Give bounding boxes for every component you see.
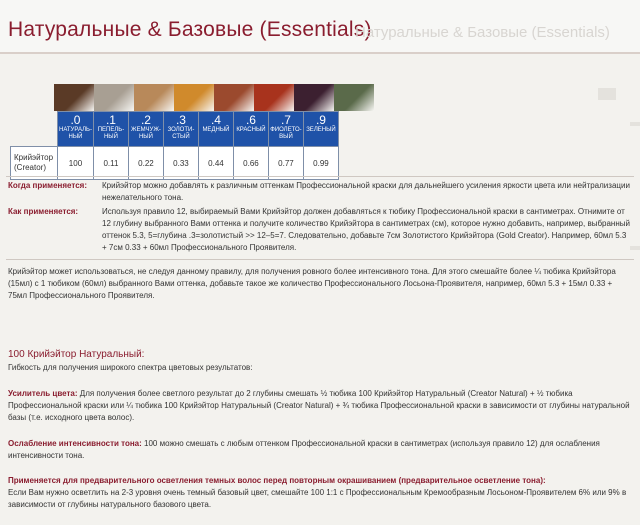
column-header: .4 МЕДНЫЙ — [198, 112, 233, 147]
table-cell: 0.11 — [93, 147, 128, 180]
color-swatch — [54, 84, 94, 111]
creator-shade-table — [10, 111, 339, 180]
divider — [6, 259, 634, 260]
table-cell: 0.99 — [303, 147, 338, 180]
table-row — [11, 147, 339, 180]
when-label: Когда применяется: — [8, 181, 87, 190]
weaken-paragraph — [8, 438, 632, 462]
page-title: Натуральные & Базовые (Essentials) — [8, 18, 372, 41]
how-applied — [8, 206, 634, 254]
table-cell: 0.77 — [268, 147, 303, 180]
weaken-text: 100 можно смешать с любым оттенком Профессиональной краски в сантиметрах (используя правило 12) для ослабления интенсивности тона. — [8, 439, 600, 460]
how-text: Используя правило 12, выбираемый Вами Крийэйтор должен добавляться к тюбику Профессиональной краски в сантиметрах. Отнимите от 12 глубину выбранного Вами оттенка и получите количество Крийэйтора в сантиметрах (см), которое нужно добавить, например, выбранный оттенок 5.3, 5=глубина .3=золотистый >> 12–5=7. Следовательно, добавьте 7см Золотистого Крийэйтора (Gold Creator). Например, 60мл 5.3 + 7см 0.33 + 60мл Профессионального Проявителя. — [102, 207, 630, 252]
table-cell: 0.33 — [163, 147, 198, 180]
color-swatch — [294, 84, 334, 111]
page-header — [0, 0, 640, 54]
color-swatch — [174, 84, 214, 111]
table-cell: 0.44 — [198, 147, 233, 180]
bleed-through-text: Натуральные & Базовые (Essentials) — [355, 24, 610, 41]
booster-paragraph — [8, 388, 632, 424]
when-text: Крийэйтор можно добавлять к различным оттенкам Профессиональной краски для дальнейшего усиления яркости цвета или нейтрализации нежелательного тона. — [102, 181, 630, 202]
booster-text: Для получения более светлого результат до 2 глубины смешать ½ тюбика 100 Крийэйтор Натуральный (Creator Natural) + ½ тюбика Профессиональной краски или ¼ тюбика 100 Крийэйтор Натуральный (Creator Natural) + ¾ тюбика Профессиональной краски в зависимости от глубины натуральной базы (т.е. исходного цвета волос). — [8, 389, 630, 422]
free-use-paragraph: Крийэйтор может использоваться, не следуя данному правилу, для получения ровного более интенсивного тона. Для этого смешайте более ¼ тюбика Крийэйтора (15мл) с 1 тюбиком (60мл) выбранного Вами оттенка, добавьте такое же количество Профессионального Лосьона-Проявителя, например, 60мл 5.3 + 15мл 0.33 + 75мл Профессионального Проявителя. — [8, 267, 616, 300]
bleed-through-mark — [630, 122, 640, 126]
column-header: .1 ПЕПЕЛЬ- НЫЙ — [93, 112, 128, 147]
row-label: Крийэйтор (Creator) — [11, 147, 58, 180]
color-swatch — [334, 84, 374, 111]
color-swatch — [214, 84, 254, 111]
booster-label: Усилитель цвета: — [8, 389, 78, 398]
table-cell: 0.66 — [233, 147, 268, 180]
bleed-through-mark — [598, 88, 616, 100]
table-corner — [11, 112, 58, 147]
natural-creator-title: 100 Крийэйтор Натуральный: — [8, 349, 145, 360]
column-header: .0 НАТУРАЛЬ- НЫЙ — [58, 112, 94, 147]
natural-creator-subtitle: Гибкость для получения широкого спектра цветовых результатов: — [8, 363, 253, 372]
table-cell: 100 — [58, 147, 94, 180]
column-header: .2 ЖЕМЧУЖ- НЫЙ — [128, 112, 163, 147]
how-label: Как применяется: — [8, 207, 79, 216]
prelight-text: Если Вам нужно осветлить на 2-3 уровня очень темный базовый цвет, смешайте 100 1:1 с Профессиональным Кремообразным Лосьоном-Проявителем 6% или 9% в зависимости от глубины натурального базового цвета. — [8, 488, 627, 509]
color-swatch — [254, 84, 294, 111]
column-header: .9 ЗЕЛЕНЫЙ — [303, 112, 338, 147]
prelight-label: Применяется для предварительного осветления темных волос перед повторным окрашиванием (предварительное осветление тона): — [8, 476, 546, 485]
weaken-label: Ослабление интенсивности тона: — [8, 439, 142, 448]
color-swatch — [94, 84, 134, 111]
color-swatch — [134, 84, 174, 111]
prelight-paragraph — [8, 475, 632, 511]
column-header: .6 КРАСНЫЙ — [233, 112, 268, 147]
when-applied — [8, 180, 634, 204]
table-header-row — [11, 112, 339, 147]
divider — [6, 176, 634, 177]
column-header: .3 ЗОЛОТИ- СТЫЙ — [163, 112, 198, 147]
hair-color-swatches — [54, 84, 374, 111]
table-cell: 0.22 — [128, 147, 163, 180]
column-header: .7 ФИОЛЕТО- ВЫЙ — [268, 112, 303, 147]
